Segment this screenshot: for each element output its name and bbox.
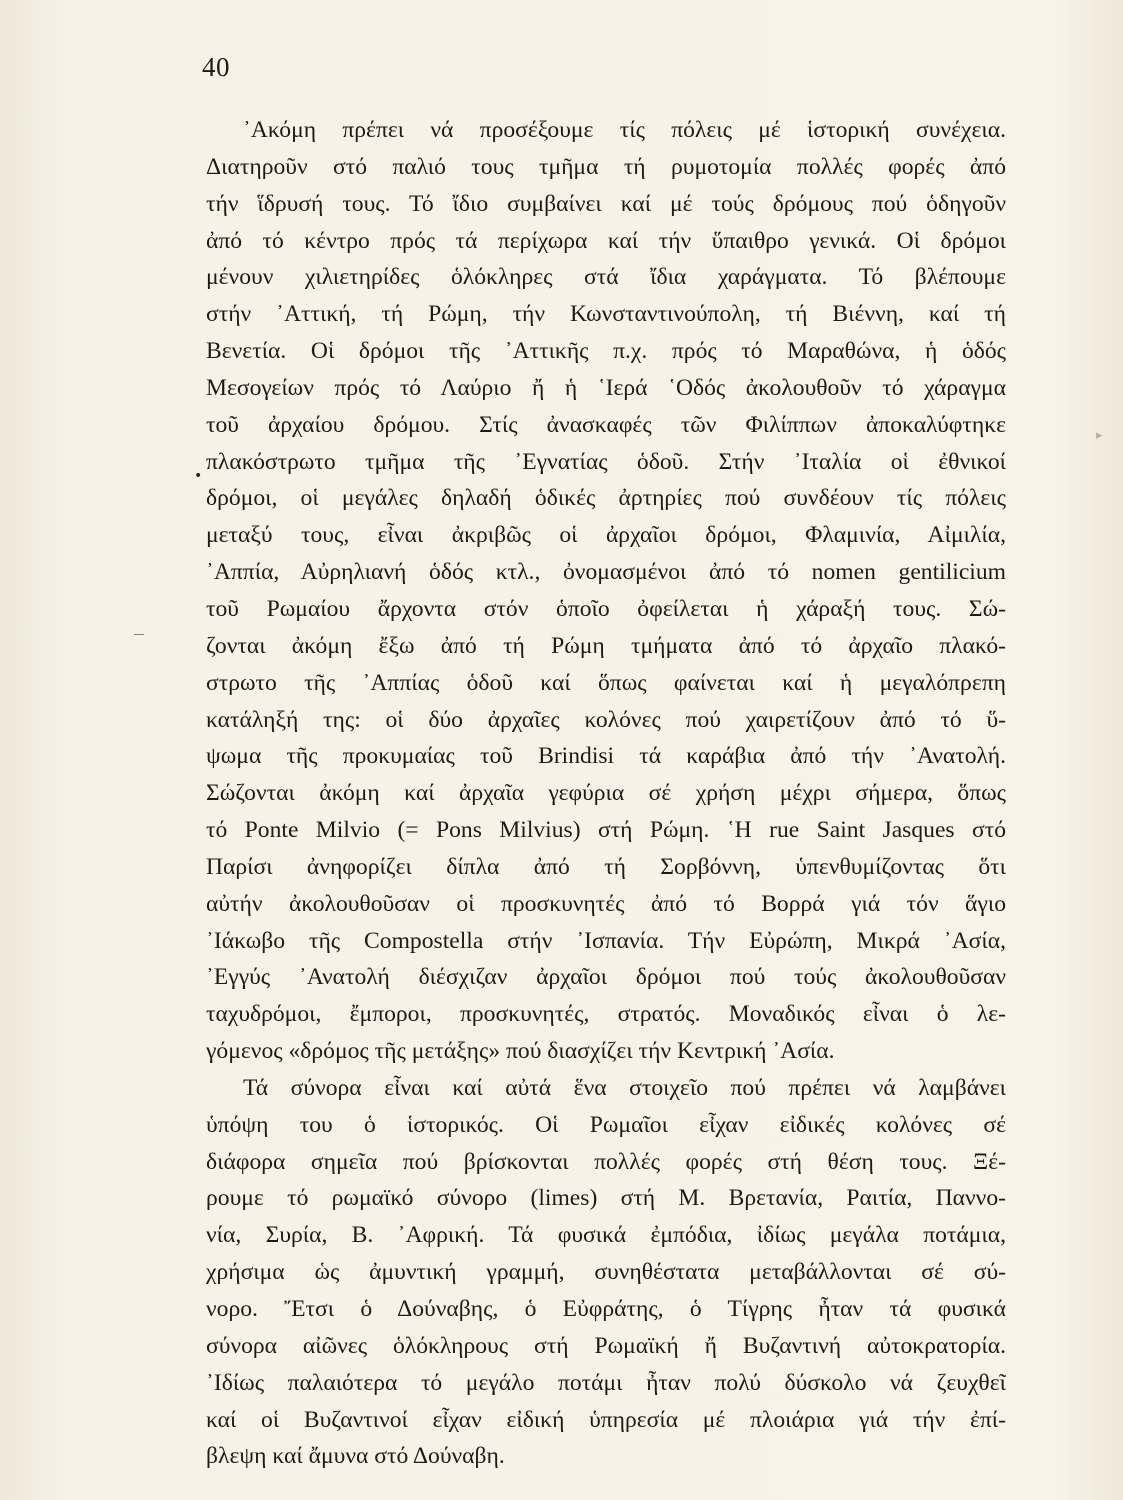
text-line: βλεψη καί ἄμυνα στό Δούναβη. [206, 1443, 505, 1470]
text-line: ἀπό τό κέντρο πρός τά περίχωρα καί τήν ὕπαιθρο γενικά. Οἱ δρόμοι [206, 227, 1006, 254]
text-line: ᾿Αππία, Αὐρηλιανή ὁδός κτλ., ὀνομασμένοι ἀπό τό nomen gentilicium [206, 559, 1006, 586]
text-line: Παρίσι ἀνηφορίζει δίπλα ἀπό τή Σορβόννη, ὑπενθυμίζοντας ὅτι [206, 853, 1006, 880]
text-line: διάφορα σημεῖα πού βρίσκονται πολλές φορές στή θέση τους. Ξέ- [206, 1148, 1006, 1175]
text-line: τοῦ ἀρχαίου δρόμου. Στίς ἀνασκαφές τῶν Φιλίππων ἀποκαλύφτηκε [206, 411, 1006, 438]
text-line: πλακόστρωτο τμῆμα τῆς ᾿Εγνατίας ὁδοῦ. Στήν ᾿Ιταλία οἱ ἐθνικοί [206, 448, 1006, 475]
text-line: καί οἱ Βυζαντινοί εἶχαν εἰδική ὑπηρεσία μέ πλοιάρια γιά τήν ἐπί- [206, 1406, 1006, 1433]
text-line: γόμενος «δρόμος τῆς μετάξης» πού διασχίζει τήν Κεντρική ᾿Ασία. [206, 1038, 835, 1065]
text-line: Μεσογείων πρός τό Λαύριο ἤ ἡ ῾Ιερά ῾Οδός ἀκολουθοῦν τό χάραγμα [206, 374, 1006, 401]
text-line: μεταξύ τους, εἶναι ἀκριβῶς οἱ ἀρχαῖοι δρόμοι, Φλαμινία, Αἰμιλία, [206, 522, 1006, 549]
text-line: στρωτο τῆς ᾿Αππίας ὁδοῦ καί ὅπως φαίνεται καί ἡ μεγαλόπρεπη [206, 669, 1006, 696]
text-line: τήν ἵδρυσή τους. Τό ἴδιο συμβαίνει καί μέ τούς δρόμους πού ὁδηγοῦν [206, 190, 1006, 217]
text-line: χρήσιμα ὡς ἀμυντική γραμμή, συνηθέστατα μεταβάλλονται σέ σύ- [206, 1259, 1006, 1286]
text-line: τό Ponte Milvio (= Pons Milvius) στή Ρώμη. ῾Η rue Saint Jasques στό [206, 817, 1006, 844]
margin-dash-mark [134, 634, 144, 635]
text-line: μένουν χιλιετηρίδες ὁλόκληρες στά ἴδια χαράγματα. Τό βλέπουμε [206, 264, 1006, 291]
text-line: ὑπόψη του ὁ ἱστορικός. Οἱ Ρωμαῖοι εἶχαν εἰδικές κολόνες σέ [206, 1111, 1006, 1138]
text-line: Σώζονται ἀκόμη καί ἀρχαῖα γεφύρια σέ χρήση μέχρι σήμερα, ὅπως [206, 780, 1006, 807]
text-line: ᾿Ιάκωβο τῆς Compostella στήν ᾿Ισπανία. Τήν Εὐρώπη, Μικρά ᾿Ασία, [206, 927, 1006, 954]
text-line: τοῦ Ρωμαίου ἄρχοντα στόν ὁποῖο ὀφείλεται ἡ χάραξή τους. Σώ- [206, 595, 1006, 622]
text-line: νία, Συρία, Β. ᾿Αφρική. Τά φυσικά ἐμπόδια, ἰδίως μεγάλα ποτάμια, [206, 1222, 1006, 1249]
text-line: δρόμοι, οἱ μεγάλες δηλαδή ὁδικές ἀρτηρίες πού συνδέουν τίς πόλεις [206, 485, 1006, 512]
text-line: νορο. Ἔτσι ὁ Δούναβης, ὁ Εὐφράτης, ὁ Τίγρης ἦταν τά φυσικά [206, 1296, 1006, 1322]
text-line: ταχυδρόμοι, ἔμποροι, προσκυνητές, στρατός. Μοναδικός εἶναι ὁ λε- [206, 1001, 1006, 1028]
text-line: ᾿Ιδίως παλαιότερα τό μεγάλο ποτάμι ἦταν πολύ δύσκολο νά ζευχθεῖ [206, 1369, 1006, 1396]
text-line: κατάληξή της: οἱ δύο ἀρχαῖες κολόνες πού χαιρετίζουν ἀπό τό ὕ- [206, 706, 1006, 733]
margin-arrow-mark: ▸ [1096, 428, 1103, 443]
text-line: αὐτήν ἀκολουθοῦσαν οἱ προσκυνητές ἀπό τό Βορρά γιά τόν ἅγιο [206, 890, 1006, 917]
text-line: σύνορα αἰῶνες ὁλόκληρους στή Ρωμαϊκή ἤ Βυζαντινή αὐτοκρατορία. [206, 1332, 1006, 1359]
text-line: στήν ᾿Αττική, τή Ρώμη, τήν Κωνσταντινούπολη, τή Βιέννη, καί τή [206, 301, 1006, 328]
text-line: Βενετία. Οἱ δρόμοι τῆς ᾿Αττικῆς π.χ. πρός τό Μαραθώνα, ἡ ὁδός [206, 338, 1006, 365]
text-line: ζονται ἀκόμη ἔξω ἀπό τή Ρώμη τμήματα ἀπό τό ἀρχαῖο πλακό- [206, 632, 1006, 659]
text-line: Διατηροῦν στό παλιό τους τμῆμα τή ρυμοτομία πολλές φορές ἀπό [206, 153, 1006, 180]
text-line: Τά σύνορα εἶναι καί αὐτά ἕνα στοιχεῖο πού πρέπει νά λαμβάνει [243, 1074, 1006, 1101]
page-number: 40 [202, 52, 230, 82]
margin-bullet-mark: • [194, 468, 203, 484]
text-line: ψωμα τῆς προκυμαίας τοῦ Brindisi τά καράβια ἀπό τήν ᾿Ανατολή. [206, 743, 1006, 770]
body-text [206, 112, 1006, 1475]
text-line: ᾿Εγγύς ᾿Ανατολή διέσχιζαν ἀρχαῖοι δρόμοι πού τούς ἀκολουθοῦσαν [206, 964, 1006, 991]
text-line: ρουμε τό ρωμαϊκό σύνορο (limes) στή Μ. Βρετανία, Ραιτία, Παννο- [206, 1185, 1006, 1212]
text-line: ᾿Ακόμη πρέπει νά προσέξουμε τίς πόλεις μέ ἱστορική συνέχεια. [243, 117, 1006, 143]
